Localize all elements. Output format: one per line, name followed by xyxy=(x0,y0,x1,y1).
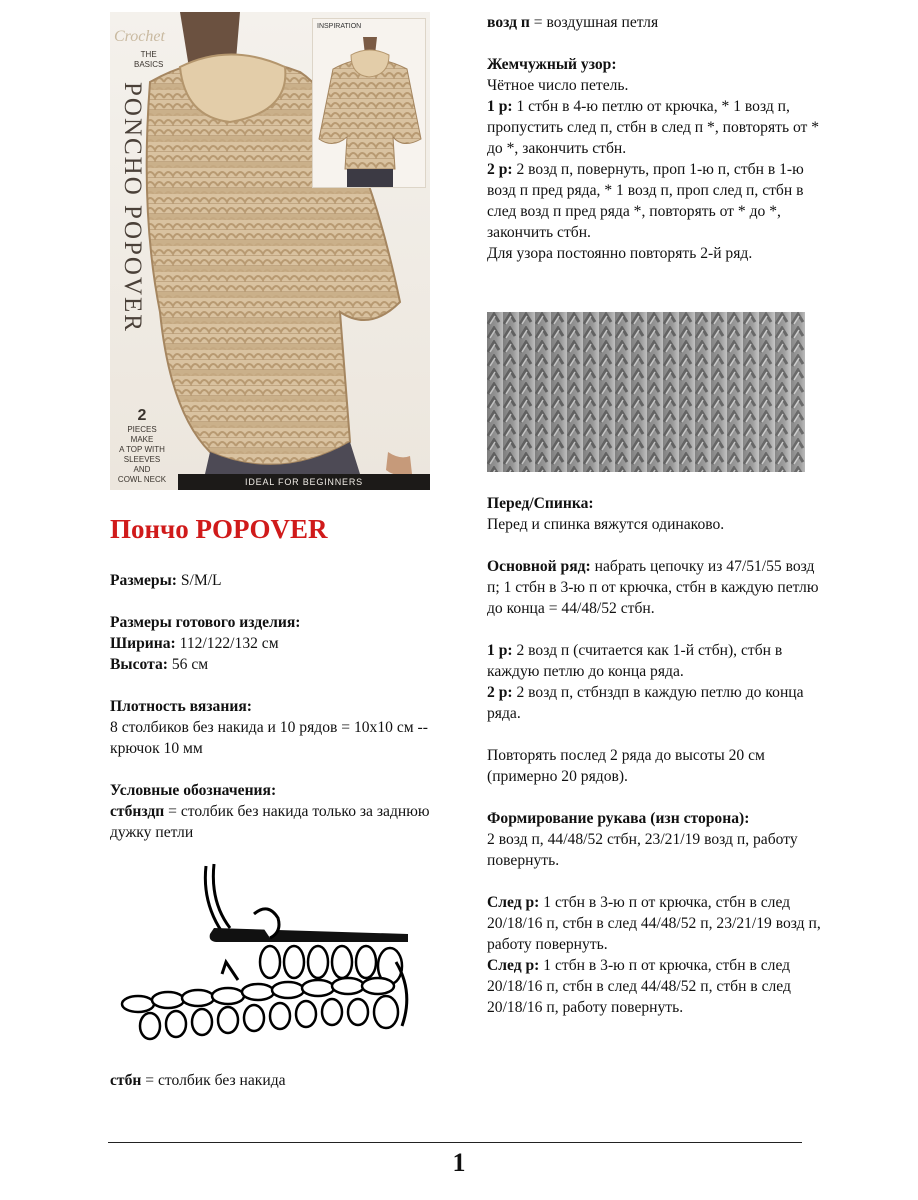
inspiration-label: INSPIRATION xyxy=(317,23,362,30)
inspiration-illustration xyxy=(313,19,425,187)
pieces-line: MAKE xyxy=(130,435,154,444)
right-column-bottom xyxy=(487,493,822,1018)
pearl-row-2: 2 р: 2 возд п, повернуть, проп 1-ю п, стбн в 1-ю возд п пред ряда, * 1 возд п, проп след п, стбн в след возд п пред ряда *, повторять от * до *, закончить стбн. xyxy=(487,161,804,241)
pieces-line: SLEEVES xyxy=(123,455,161,464)
page-title: Пончо POPOVER xyxy=(110,514,328,544)
next-row-2: След р: 1 стбн в 3-ю п от крючка, стбн в след 20/18/16 п, стбн в след 44/48/52 п, стбн в след 20/18/16 п, работу повернуть. xyxy=(487,957,791,1016)
poncho-cover-photo xyxy=(110,12,430,490)
height-value: 56 см xyxy=(167,656,209,673)
pieces-line: COWL NECK xyxy=(117,475,167,484)
next-row-1: След р: 1 стбн в 3-ю п от крючка, стбн в след 20/18/16 п, стбн в след 44/48/52 п, 23/21/19 возд п, работу повернуть. xyxy=(487,894,821,953)
sleeve-text: 2 возд п, 44/48/52 стбн, 23/21/19 возд п, работу повернуть. xyxy=(487,831,798,869)
row-label: След р: xyxy=(487,894,540,911)
pearl-heading: Жемчужный узор: xyxy=(487,56,617,73)
row-label: Основной ряд: xyxy=(487,558,591,575)
legend-second xyxy=(110,1070,440,1091)
height-label: Высота: xyxy=(110,656,168,673)
pieces-line: AND xyxy=(133,465,151,474)
page-number: 1 xyxy=(452,1148,466,1177)
basics-label xyxy=(134,50,163,70)
legend-item-stbnzdp xyxy=(110,801,440,843)
finished-heading: Размеры готового изделия: xyxy=(110,614,301,631)
body-row-1: 1 р: 2 возд п (считается как 1-й стбн), стбн в каждую петлю до конца ряда. xyxy=(487,642,783,680)
inspiration-inset-photo xyxy=(312,18,426,188)
pearl-line: Чётное число петель. xyxy=(487,77,629,94)
row-label: 2 р: xyxy=(487,684,513,701)
gauge-text: 8 столбиков без накида и 10 рядов = 10х10 см -- крючок 10 мм xyxy=(110,719,428,757)
body-row-2: 2 р: 2 возд п, стбнздп в каждую петлю до конца ряда. xyxy=(487,684,804,722)
row-label: 1 р: xyxy=(487,98,513,115)
gauge-heading: Плотность вязания: xyxy=(110,698,252,715)
front-text: Перед и спинка вяжутся одинаково. xyxy=(487,516,725,533)
pieces-line: A TOP WITH xyxy=(119,445,165,454)
beginners-banner: IDEAL FOR BEGINNERS xyxy=(178,474,430,490)
front-heading: Перед/Спинка: xyxy=(487,495,594,512)
row-label: 1 р: xyxy=(487,642,513,659)
crochet-logo: Crochet xyxy=(114,28,165,45)
footer-rule xyxy=(108,1142,802,1143)
cover-vertical-title xyxy=(118,82,144,382)
pearl-stitch-texture-photo xyxy=(487,312,805,472)
legend-definition: = столбик без накида xyxy=(141,1072,286,1089)
sleeve-heading: Формирование рукава (изн сторона): xyxy=(487,810,750,827)
pearl-row-1: 1 р: 1 стбн в 4-ю петлю от крючка, * 1 возд п, пропустить след п, стбн в след п *, повторять от * до *, закончить стбн. xyxy=(487,98,820,157)
pieces-caption xyxy=(110,407,174,485)
row-label: След р: xyxy=(487,957,540,974)
pieces-number: 2 xyxy=(137,407,147,424)
legend-item-chain xyxy=(487,12,822,33)
legend-definition: = воздушная петля xyxy=(529,14,659,31)
sizes-label: Размеры: xyxy=(110,572,177,589)
row-label: 2 р: xyxy=(487,161,513,178)
legend-term: стбнздп xyxy=(110,803,165,820)
left-column xyxy=(110,570,440,843)
height-line xyxy=(110,654,440,675)
repeat-text: Повторять послед 2 ряда до высоты 20 см (примерно 20 рядов). xyxy=(487,747,765,785)
width-label: Ширина: xyxy=(110,635,176,652)
base-row: Основной ряд: набрать цепочку из 47/51/55 возд п; 1 стбн в 3-ю п от крючка, стбн в каждую петлю до конца = 44/48/52 стбн. xyxy=(487,558,819,617)
legend-heading: Условные обозначения: xyxy=(110,782,277,799)
width-value: 112/122/132 см xyxy=(175,635,279,652)
basics-line: BASICS xyxy=(134,60,164,69)
basics-line: THE xyxy=(140,50,157,59)
cover-title-text: PONCHO POPOVER xyxy=(119,82,146,333)
width-line xyxy=(110,633,440,654)
legend-term: стбн xyxy=(110,1072,142,1089)
sizes-line xyxy=(110,570,440,591)
right-column-top xyxy=(487,12,822,264)
sizes-value: S/M/L xyxy=(176,572,222,589)
legend-definition: = столбик без накида только за заднюю дужку петли xyxy=(110,803,430,841)
legend-term: возд п xyxy=(487,14,530,31)
pearl-repeat: Для узора постоянно повторять 2-й ряд. xyxy=(487,245,753,262)
legend-item-stbn xyxy=(110,1070,440,1091)
pieces-line: PIECES xyxy=(127,425,157,434)
stitch-diagram xyxy=(118,862,424,1048)
